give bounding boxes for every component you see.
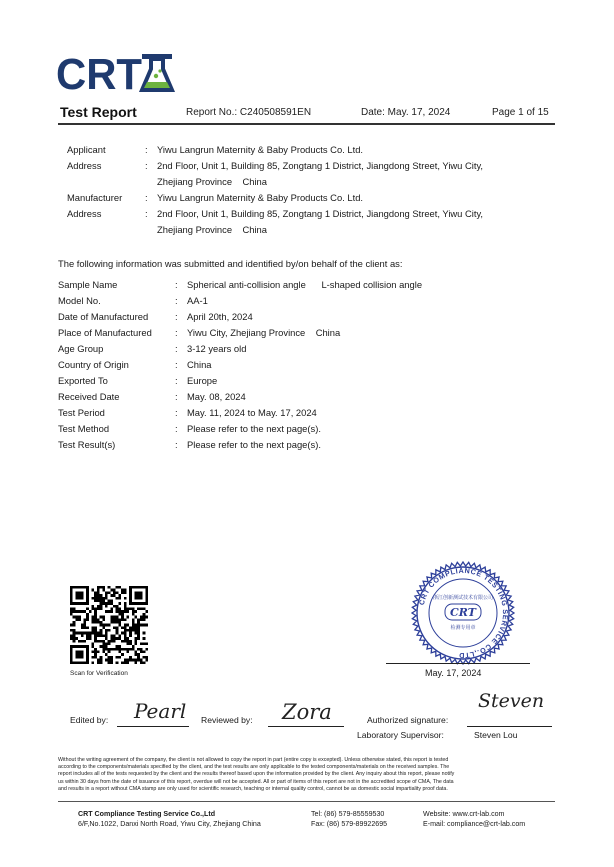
colon: :: [175, 391, 178, 402]
qr-caption: Scan for Verification: [70, 670, 128, 677]
sample-field-value: Europe: [187, 375, 218, 386]
logo-text: CRT: [56, 52, 143, 94]
supervisor-name: Steven Lou: [474, 730, 518, 740]
disclaimer-line: Without the writing agreement of the company, the client is not allowed to copy the report in part (entire copy is excepted). Unless otherwise stated, this report is tested: [58, 757, 449, 763]
manufacturer-value: Yiwu Langrun Maternity & Baby Products Co. Ltd.: [157, 192, 364, 203]
qr-code: [70, 586, 148, 664]
header-rule: [58, 123, 555, 125]
colon: :: [175, 343, 178, 354]
report-number: Report No.: C240508591EN: [186, 107, 312, 118]
applicant-value: Yiwu Langrun Maternity & Baby Products Co. Ltd.: [157, 144, 364, 155]
reviewed-by-label: Reviewed by:: [201, 715, 253, 725]
manufacturer-address-line2: Zhejiang Province China: [157, 224, 267, 235]
seal-ring-text: CRT COMPLIANCE TESTING SERVICE CO.,LTD: [416, 565, 511, 661]
authorized-signature-label: Authorized signature:: [367, 715, 449, 725]
sample-field-label: Age Group: [58, 343, 104, 354]
sample-field-value: 3-12 years old: [187, 343, 247, 354]
reviewed-signature-line: [268, 726, 344, 727]
colon: :: [175, 375, 178, 386]
sample-field-label: Exported To: [58, 375, 108, 386]
colon: :: [175, 439, 178, 450]
sample-field-label: Country of Origin: [58, 359, 129, 370]
footer-web-block: [423, 809, 525, 829]
authorized-signature-line: [467, 726, 552, 727]
manufacturer-label: Manufacturer: [67, 192, 123, 203]
reviewed-signature: Zora: [282, 700, 332, 724]
applicant-label: Applicant: [67, 144, 106, 155]
sample-field-value: Please refer to the next page(s).: [187, 439, 321, 450]
colon: :: [145, 144, 148, 155]
footer-website[interactable]: Website: www.crt-lab.com: [423, 810, 505, 818]
disclaimer-line: report includes all of the tests requested by the client and the results thereof based upon the information provided by the client. Any inquiry about this report, please notify: [58, 771, 455, 778]
report-date: Date: May. 17, 2024: [361, 107, 451, 118]
disclaimer-line: and results in a report without CMA stamp are only used for scientific research, teaching or internal quality control, cannot be as domestic social impartiality proof data.: [58, 785, 448, 792]
disclaimer-line: us within 30 days from the date of issuance of this report, overdue will not be accepted. All or part of items of this report are not in the accredited scope of CMA, The data: [58, 778, 454, 785]
flask-icon: [142, 54, 172, 90]
applicant-address-label: Address: [67, 160, 102, 171]
report-title: Test Report: [60, 104, 137, 120]
intro-text: The following information was submitted and identified by/on behalf of the client as:: [58, 258, 403, 269]
manufacturer-address-line1: 2nd Floor, Unit 1, Building 85, Zongtang 1 District, Jiangdong Street, Yiwu City,: [157, 208, 484, 219]
sample-field-label: Date of Manufactured: [58, 311, 149, 322]
sample-field-label: Received Date: [58, 391, 120, 402]
sample-field-label: Test Result(s): [58, 439, 116, 450]
seal-center-text: CRT: [450, 606, 476, 619]
colon: :: [175, 407, 178, 418]
edited-by-label: Edited by:: [70, 715, 109, 725]
sample-field-value: Yiwu City, Zhejiang Province China: [187, 327, 341, 338]
colon: :: [175, 295, 178, 306]
company-seal: [411, 561, 515, 665]
colon: :: [175, 359, 178, 370]
supervisor-label: Laboratory Supervisor:: [357, 730, 444, 740]
footer-fax: Fax: (86) 579-89922695: [311, 820, 388, 828]
seal-cn-top: 浙江创新测试技术有限公司: [432, 595, 494, 601]
seal-date: May. 17, 2024: [425, 668, 482, 678]
sample-field-label: Sample Name: [58, 279, 118, 290]
footer-tel: Tel: (86) 579-85559530: [311, 810, 385, 818]
colon: :: [175, 327, 178, 338]
applicant-address-line2: Zhejiang Province China: [157, 176, 267, 187]
sample-field-value: Please refer to the next page(s).: [187, 423, 321, 434]
colon: :: [175, 423, 178, 434]
sample-field-label: Test Period: [58, 407, 105, 418]
disclaimer: [58, 757, 558, 793]
sample-field-value: April 20th, 2024: [187, 311, 253, 322]
footer-phone-block: [311, 809, 387, 829]
edited-signature: Pearl: [134, 699, 187, 723]
sample-field-value: May. 11, 2024 to May. 17, 2024: [187, 407, 317, 418]
colon: :: [145, 160, 148, 171]
sample-field-label: Test Method: [58, 423, 110, 434]
sample-field-label: Model No.: [58, 295, 101, 306]
disclaimer-line: according to the components/materials specified by the client, and the test results are only applicable to the tested components/materials on the received samples. The: [58, 764, 450, 771]
sample-field-value: May. 08, 2024: [187, 391, 246, 402]
manufacturer-address-label: Address: [67, 208, 102, 219]
footer-company: CRT Compliance Testing Service Co.,Ltd: [78, 810, 216, 818]
applicant-address-line1: 2nd Floor, Unit 1, Building 85, Zongtang 1 District, Jiangdong Street, Yiwu City,: [157, 160, 484, 171]
authorized-signature: Steven: [478, 690, 545, 712]
colon: :: [175, 279, 178, 290]
colon: :: [175, 311, 178, 322]
seal-cn-bottom: 检测专用章: [450, 625, 476, 631]
footer-rule: [58, 801, 555, 802]
crt-logo: [56, 52, 176, 94]
sample-field-value: AA-1: [187, 295, 208, 306]
colon: :: [145, 208, 148, 219]
footer-company-block: [78, 809, 261, 829]
sample-field-value: China: [187, 359, 212, 370]
sample-field-label: Place of Manufactured: [58, 327, 152, 338]
edited-signature-line: [117, 726, 189, 727]
footer-address: 6/F,No.1022, Danxi North Road, Yiwu City, Zhejiang China: [78, 820, 261, 828]
colon: :: [145, 192, 148, 203]
sample-field-value: Spherical anti-collision angle L-shaped collision angle: [187, 279, 423, 290]
sample-info-block: [0, 277, 614, 457]
page-number: Page 1 of 15: [492, 107, 549, 118]
footer-email[interactable]: E-mail: compliance@crt-lab.com: [423, 820, 526, 828]
seal-date-line: [386, 663, 530, 664]
